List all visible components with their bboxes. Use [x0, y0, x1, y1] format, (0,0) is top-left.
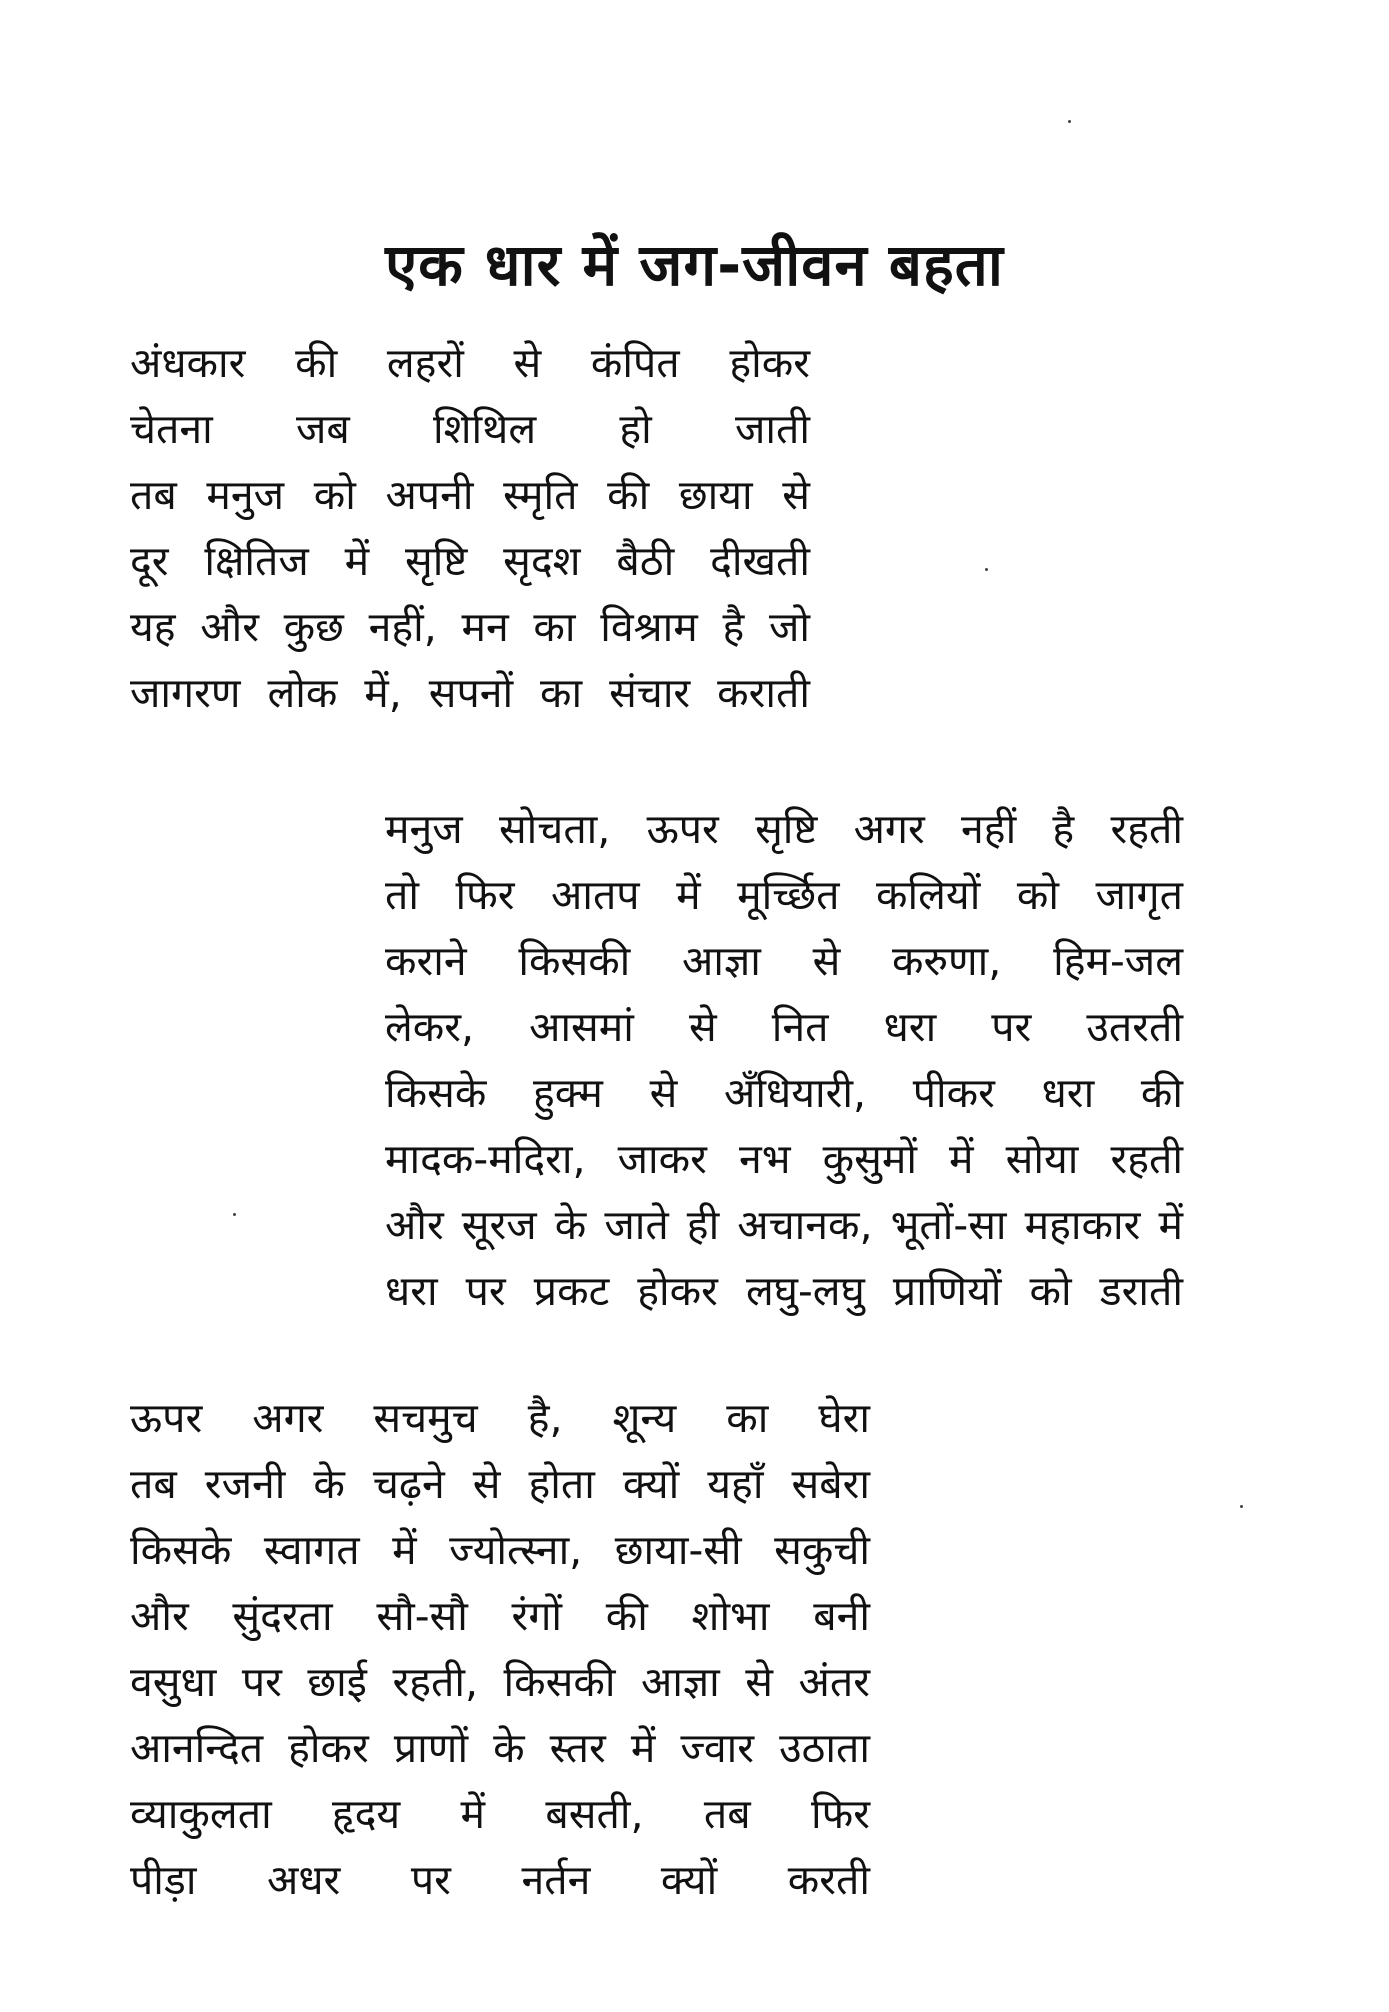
poem-line: दूर क्षितिज में सृष्टि सृदश बैठी दीखती	[130, 537, 810, 585]
poem-line: आनन्दित होकर प्राणों के स्तर में ज्वार उठाता	[130, 1724, 870, 1772]
poem-line: लेकर, आसमां से नित धरा पर उतरती	[385, 1003, 1183, 1051]
poem-line: तो फिर आतप में मूर्च्छित कलियों को जागृत	[385, 871, 1183, 919]
poem-line: धरा पर प्रकट होकर लघु-लघु प्राणियों को डराती	[385, 1267, 1183, 1315]
poem-line: किसके हुक्म से अँधियारी, पीकर धरा की	[385, 1069, 1183, 1117]
poem-line: पीड़ा अधर पर नर्तन क्यों करती	[130, 1856, 870, 1904]
poem-line: चेतना जब शिथिल हो जाती	[130, 405, 810, 453]
poem-line: जागरण लोक में, सपनों का संचार कराती	[130, 669, 810, 717]
stanza-3	[130, 1385, 870, 1913]
stanza-1	[130, 330, 810, 726]
poem-title: एक धार में जग-जीवन बहता	[385, 230, 1004, 299]
poem-line: और सुंदरता सौ-सौ रंगों की शोभा बनी	[130, 1592, 870, 1640]
poem-line: कराने किसकी आज्ञा से करुणा, हिम-जल	[385, 937, 1183, 985]
poem-line: मनुज सोचता, ऊपर सृष्टि अगर नहीं है रहती	[385, 805, 1183, 853]
scan-speck	[985, 568, 988, 571]
poem-line: वसुधा पर छाई रहती, किसकी आज्ञा से अंतर	[130, 1658, 870, 1706]
poem-line: मादक-मदिरा, जाकर नभ कुसुमों में सोया रहती	[385, 1135, 1183, 1183]
scan-speck	[233, 1213, 236, 1216]
poem-line: व्याकुलता हृदय में बसती, तब फिर	[130, 1790, 870, 1838]
poem-line: तब मनुज को अपनी स्मृति की छाया से	[130, 471, 810, 519]
poem-line: यह और कुछ नहीं, मन का विश्राम है जो	[130, 603, 810, 651]
poem-line: अंधकार की लहरों से कंपित होकर	[130, 339, 810, 387]
poem-line: और सूरज के जाते ही अचानक, भूतों-सा महाकार में	[385, 1201, 1183, 1249]
poem-line: तब रजनी के चढ़ने से होता क्यों यहाँ सबेरा	[130, 1460, 870, 1508]
scan-speck	[1240, 1505, 1243, 1508]
scan-speck	[1068, 120, 1071, 123]
poem-line: ऊपर अगर सचमुच है, शून्य का घेरा	[130, 1394, 870, 1442]
stanza-2	[385, 796, 1183, 1324]
poem-line: किसके स्वागत में ज्योत्स्ना, छाया-सी सकुची	[130, 1526, 870, 1574]
